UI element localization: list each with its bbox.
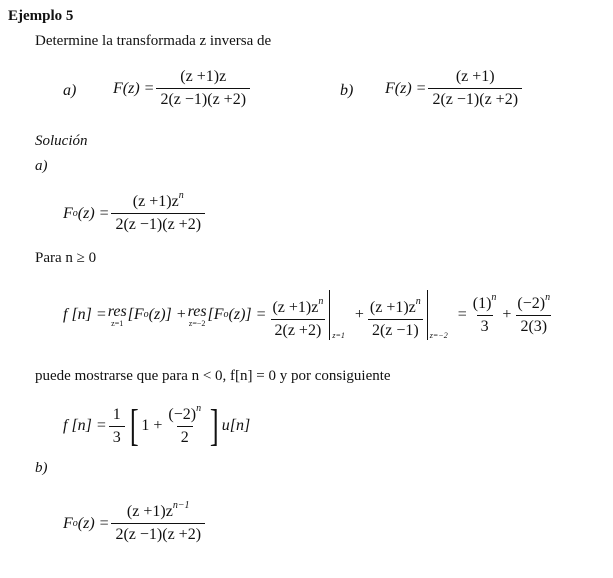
eval-subscript-1: z=1 [332, 331, 345, 340]
numerator [469, 291, 501, 315]
numerator [366, 296, 425, 319]
fo-lhs-rest: (z) = [77, 514, 110, 532]
res-text: res [107, 303, 127, 320]
numerator-text: (z +1)z [126, 503, 173, 520]
part-a-label: a) [63, 82, 77, 99]
term: [F [207, 306, 224, 323]
part-b-label: b) [340, 82, 354, 99]
numerator [129, 190, 188, 213]
fo-symbol: F [63, 204, 73, 222]
res-text: res [187, 303, 207, 320]
right-bracket: ] [210, 401, 219, 450]
eq-b-fraction [428, 68, 522, 109]
fraction-3 [469, 291, 501, 336]
numerator-text: (z +1)z [369, 299, 416, 316]
fraction-1 [268, 296, 327, 340]
inner-fraction [164, 402, 205, 447]
left-bracket: [ [129, 401, 139, 450]
exponent: n [415, 296, 421, 307]
fo-lhs-rest: (z) = [77, 204, 110, 222]
exponent: n [196, 402, 202, 414]
numerator-text: (z +1)z [132, 193, 179, 210]
eq-a-lhs: F(z) = [113, 79, 155, 97]
denominator: 2 [177, 426, 193, 447]
numerator [164, 402, 205, 426]
numerator-text: (−2) [168, 405, 197, 423]
fo-a-equation: F o (z) = $\frac{(z +1)z^n}{2(z -1)(z +2)}$ [63, 193, 207, 234]
equation-a [113, 68, 252, 109]
unit-step: u[n] [221, 417, 251, 434]
fraction-2 [366, 296, 425, 340]
example-title: Ejemplo 5 [8, 8, 74, 24]
eq-a-fraction [156, 68, 250, 109]
exponent: n [178, 190, 184, 201]
term: [F [127, 306, 144, 323]
equals: = [457, 306, 467, 323]
term-rest: (z)] + [148, 306, 187, 323]
res-subscript: z=1 [111, 319, 124, 328]
eq-b-lhs: F(z) = [385, 79, 427, 97]
denominator: 3 [109, 426, 125, 447]
solution-a-label: a) [35, 158, 48, 174]
residue-equation: f [n] = res z=1 [F o (z)] + res z=−2 [F o (z)] = $\frac{(z +1)z^n}{2(z +2)}$ z=1 + $\frac{(z +1)z^n}{2(z -1)}$ z=−2 = $\frac{(1)^n}{3}$ + $\frac{(-2)^n}{2(3)}$ [63, 290, 556, 340]
fn-lhs: f [n] = [63, 417, 107, 434]
numerator-text: (z +1)z [272, 299, 319, 316]
denominator: 2(z −1)(z +2) [111, 213, 205, 234]
denominator: 2(z −1)(z +2) [111, 523, 205, 544]
plus: + [354, 306, 364, 323]
intro-text: Determine la transformada z inversa de [35, 33, 272, 49]
exponent: n [318, 296, 324, 307]
denominator: 2(z −1)(z +2) [428, 88, 522, 109]
res-subscript: z=−2 [188, 319, 206, 328]
solution-b-label: b) [35, 460, 48, 476]
numerator: (z +1) [455, 68, 495, 85]
plus: + [502, 306, 512, 323]
equation-b [385, 68, 524, 109]
inner-text: 1 + [141, 417, 163, 434]
para-condition: Para n ≥ 0 [35, 250, 97, 266]
numerator-text: (−2) [517, 294, 546, 312]
residue-2 [188, 303, 207, 327]
fo-b-equation: F o (z) = $\frac{(z +1)z^{n-1}}{2(z -1)(z +2)}$ [63, 503, 207, 544]
exponent: n [545, 291, 551, 303]
fn-lhs: f [n] = [63, 306, 107, 323]
numerator: (z +1)z [180, 68, 227, 85]
eval-bar-1 [266, 290, 330, 340]
denominator: 3 [477, 315, 493, 336]
fo-a-fraction [111, 190, 205, 234]
numerator [513, 291, 554, 315]
exponent: n−1 [172, 500, 190, 511]
numerator [268, 296, 327, 319]
fo-symbol: F [63, 514, 73, 532]
fo-b-fraction [111, 500, 205, 544]
note-text: puede mostrarse que para n < 0, f[n] = 0 y por consiguiente [35, 368, 391, 384]
solution-label: Solución [35, 133, 88, 149]
eval-subscript-2: z=−2 [429, 331, 448, 340]
numerator: 1 [112, 405, 121, 423]
denominator: 2(z −1)(z +2) [156, 88, 250, 109]
residue-1 [108, 303, 127, 327]
term-rest: (z)] = [228, 306, 267, 323]
numerator-text: (1) [472, 294, 492, 312]
eval-bar-2 [364, 290, 428, 340]
denominator: 2(z −1) [368, 319, 423, 340]
numerator [123, 500, 194, 523]
result-equation [63, 401, 251, 450]
denominator: 2(3) [516, 315, 551, 336]
fraction-4 [513, 291, 554, 336]
one-third [109, 406, 125, 447]
exponent: n [491, 291, 497, 303]
denominator: 2(z +2) [271, 319, 326, 340]
